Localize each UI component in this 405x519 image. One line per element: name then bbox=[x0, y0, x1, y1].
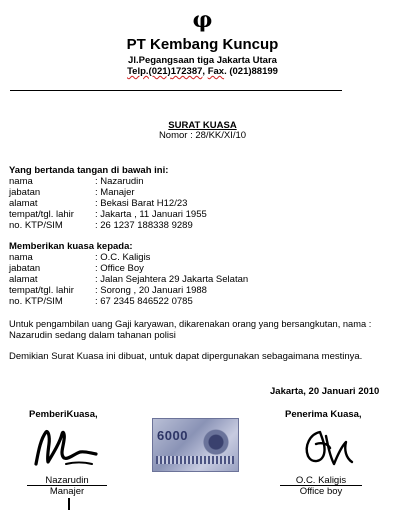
grantor-name: Nazarudin bbox=[45, 475, 89, 486]
document-number: Nomor : 28/KK/XI/10 bbox=[158, 130, 247, 141]
place-date: Jakarta, 20 Januari 2010 bbox=[270, 386, 380, 397]
field-label: nama bbox=[9, 176, 33, 187]
grantor-row bbox=[9, 209, 207, 220]
grantor-title: Manajer bbox=[49, 486, 85, 497]
field-label: tempat/tgl. lahir bbox=[9, 285, 74, 296]
field-value: : O.C. Kaligis bbox=[95, 252, 151, 263]
company-phone bbox=[0, 66, 405, 77]
field-label: no. KTP/SIM bbox=[9, 220, 63, 231]
grantor-row bbox=[9, 187, 135, 198]
field-value: : Nazarudin bbox=[95, 176, 144, 187]
purpose-text: Untuk pengambilan uang Gaji karyawan, dikarenakan orang yang bersangkutan, nama : bbox=[9, 319, 372, 329]
phone-number: 172387 bbox=[170, 66, 203, 77]
field-label: tempat/tgl. lahir bbox=[9, 209, 74, 220]
field-label: jabatan bbox=[9, 187, 41, 198]
company-logo: φ bbox=[192, 7, 213, 33]
field-value: : 26 1237 188338 9289 bbox=[95, 220, 193, 231]
grantor-row bbox=[9, 198, 187, 209]
grantor-row bbox=[9, 220, 193, 231]
grantor-heading: Yang bertanda tangan di bawah ini: bbox=[9, 165, 169, 176]
phone-separator: , bbox=[202, 66, 208, 77]
field-label: alamat bbox=[9, 198, 38, 209]
fax-label: Fax bbox=[207, 66, 225, 77]
grantee-row bbox=[9, 285, 207, 296]
field-label: nama bbox=[9, 252, 33, 263]
field-value: : Office Boy bbox=[95, 263, 144, 274]
grantee-row bbox=[9, 252, 150, 263]
stamp-value: 6000 bbox=[157, 428, 188, 443]
purpose-text-continued: Nazarudin sedang dalam tahanan polisi bbox=[9, 330, 176, 341]
grantor-row bbox=[9, 176, 144, 187]
field-label: alamat bbox=[9, 274, 38, 285]
grantee-heading: Memberikan kuasa kepada: bbox=[9, 241, 133, 252]
fax-number: . (021)88199 bbox=[224, 66, 278, 77]
field-label: no. KTP/SIM bbox=[9, 296, 63, 307]
stamp-security-strip bbox=[156, 456, 234, 464]
grantee-signature-heading: Penerima Kuasa, bbox=[285, 409, 362, 420]
grantee-name: O.C. Kaligis bbox=[295, 475, 347, 486]
field-value: : Bekasi Barat H12/23 bbox=[95, 198, 188, 209]
grantee-row bbox=[9, 263, 144, 274]
field-label: jabatan bbox=[9, 263, 41, 274]
field-value: : 67 2345 846522 0785 bbox=[95, 296, 193, 307]
company-address: Jl.Pegangsaan tiga Jakarta Utara bbox=[128, 55, 277, 66]
field-value: : Jakarta , 11 Januari 1955 bbox=[95, 209, 207, 220]
revenue-stamp bbox=[152, 418, 239, 472]
text-cursor bbox=[68, 498, 70, 510]
field-value: : Manajer bbox=[95, 187, 135, 198]
field-value: : Sorong , 20 Januari 1988 bbox=[95, 285, 207, 296]
grantor-signature-heading: PemberiKuasa, bbox=[29, 409, 98, 420]
field-value: : Jalan Sejahtera 29 Jakarta Selatan bbox=[95, 274, 249, 285]
phone-prefix: Telp.(021) bbox=[127, 66, 171, 77]
grantee-signature bbox=[298, 424, 360, 472]
header-rule bbox=[10, 90, 342, 91]
grantee-row bbox=[9, 296, 193, 307]
grantor-signature bbox=[30, 424, 102, 472]
grantee-title: Office boy bbox=[299, 486, 343, 497]
grantee-row bbox=[9, 274, 248, 285]
document-title: SURAT KUASA bbox=[168, 120, 237, 131]
closing-text: Demikian Surat Kuasa ini dibuat, untuk dapat dipergunakan sebagaimana mestinya. bbox=[9, 351, 363, 362]
company-name: PT Kembang Kuncup bbox=[126, 36, 279, 53]
